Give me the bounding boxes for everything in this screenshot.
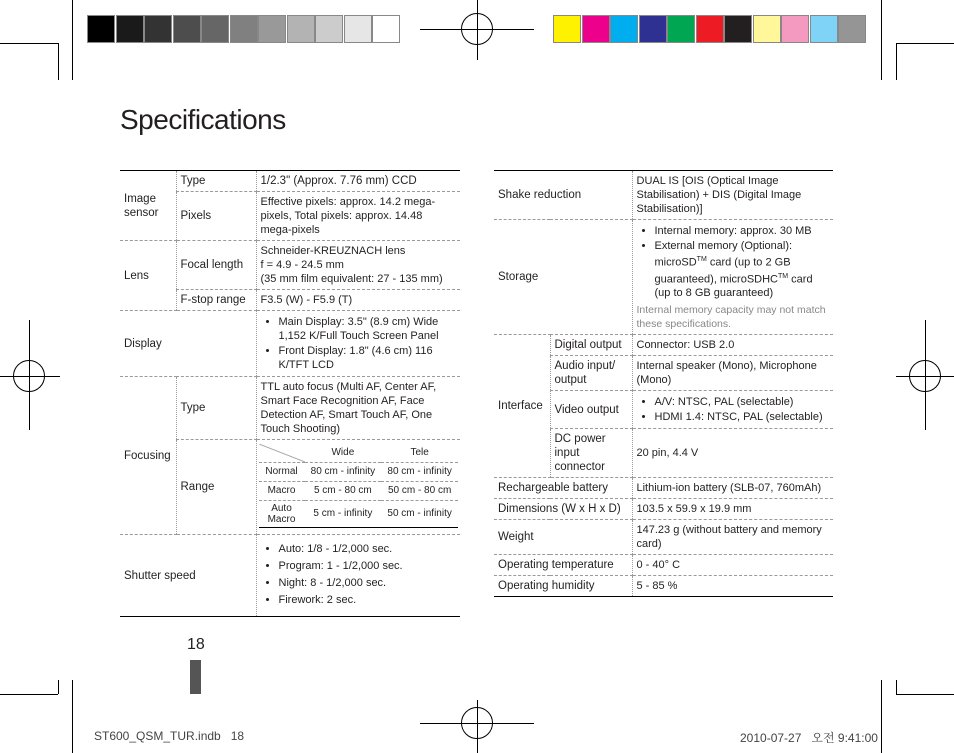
audio-label: Audio input/ output [550,356,632,391]
color-swatch [838,15,866,43]
weight-label: Weight [494,520,632,555]
color-swatch [667,15,695,43]
spec-table-right [494,170,833,597]
shake-value: DUAL IS [OIS (Optical Image Stabilisation) + DIS (Digital Image Stabilisation)] [632,171,833,220]
focal-range: f = 4.9 - 24.5 mm [260,259,344,271]
color-swatch [372,15,400,43]
trademark-mark: TM [778,272,789,280]
external-memory-text: card (up to 8 GB guaranteed) [654,273,813,300]
storage-value [632,220,833,335]
pixels-label: Pixels [176,192,256,241]
digital-output-value: Connector: USB 2.0 [632,335,833,356]
color-swatch [173,15,201,43]
range-row-tele: 50 cm - 80 cm [381,482,458,501]
shutter-program: • Program: 1 - 1/2,000 sec. [279,559,457,573]
internal-memory-item: • Internal memory: approx. 30 MB [655,224,830,238]
external-memory-item [655,239,830,300]
spec-table-left [120,170,460,617]
display-value [256,311,460,377]
color-swatch [315,15,343,43]
av-item: • A/V: NTSC, PAL (selectable) [655,395,830,409]
display-label: Display [120,311,256,377]
focus-type-value: TTL auto focus (Multi AF, Center AF, Smart Face Recognition AF, Face Detection AF, Smart Touch AF, One Touch Shooting) [256,377,460,440]
page-tab-marker [190,660,201,694]
hdmi-item: • HDMI 1.4: NTSC, PAL (selectable) [655,410,830,424]
main-display-item: • Main Display: 3.5" (8.9 cm) Wide 1,152 K/Full Touch Screen Panel [279,315,457,343]
footer-timestamp: 2010-07-27 오전 9:41:00 [740,731,878,745]
range-row-wide: 80 cm - infinity [305,463,382,482]
shutter-firework: • Firework: 2 sec. [279,593,457,607]
shutter-night: • Night: 8 - 1/2,000 sec. [279,576,457,590]
image-sensor-label: Image sensor [120,171,176,241]
video-output-label: Video output [550,391,632,429]
weight-value: 147.23 g (without battery and memory card) [632,520,833,555]
color-swatch [724,15,752,43]
color-swatch [553,15,581,43]
fstop-label: F-stop range [176,290,256,311]
external-memory-text: card (up to 2 GB guaranteed), microSDHC [654,256,791,286]
range-label: Range [176,440,256,535]
range-row-wide: 5 cm - infinity [305,501,382,528]
dimensions-value: 103.5 x 59.9 x 19.9 mm [632,499,833,520]
color-swatch [201,15,229,43]
shutter-value [256,535,460,617]
audio-value: Internal speaker (Mono), Microphone (Mono) [632,356,833,391]
color-swatch [696,15,724,43]
shake-label: Shake reduction [494,171,632,220]
humidity-value: 5 - 85 % [632,576,833,597]
film-equivalent: (35 mm film equivalent: 27 - 135 mm) [260,273,443,285]
color-swatch [144,15,172,43]
color-swatch [87,15,115,43]
video-output-value [632,391,833,429]
range-header-corner [259,444,305,463]
color-swatch [753,15,781,43]
color-swatch [230,15,258,43]
storage-label: Storage [494,220,632,335]
range-row-wide: 5 cm - 80 cm [305,482,382,501]
sensor-type-value: 1/2.3" (Approx. 7.76 mm) CCD [256,171,460,192]
battery-label: Rechargeable battery [494,478,632,499]
range-header-wide: Wide [305,444,382,463]
color-swatch [582,15,610,43]
range-row-tele: 50 cm - infinity [381,501,458,528]
color-swatch [610,15,638,43]
shutter-label: Shutter speed [120,535,256,617]
range-table [259,444,459,528]
footer-file-info: ST600_QSM_TUR.indb 18 [94,729,245,743]
page-number: 18 [187,636,205,653]
lens-name: Schneider-KREUZNACH lens [260,245,406,257]
focus-type-label: Type [176,377,256,440]
color-swatch [639,15,667,43]
storage-note: Internal memory capacity may not match these specifications. [636,304,826,331]
dc-power-label: DC power input connector [550,429,632,478]
range-row-tele: 80 cm - infinity [381,463,458,482]
range-row-label: Auto Macro [259,501,305,528]
interface-label: Interface [494,335,550,478]
range-row-label: Normal [259,463,305,482]
focal-length-label: Focal length [176,241,256,290]
external-memory-text: External memory (Optional): microSD [654,240,793,269]
digital-output-label: Digital output [550,335,632,356]
trademark-mark: TM [696,256,707,263]
battery-value: Lithium-ion battery (SLB-07, 760mAh) [632,478,833,499]
color-swatch [344,15,372,43]
color-swatch [781,15,809,43]
color-swatch [810,15,838,43]
range-cell [256,440,460,535]
sensor-type-label: Type [176,171,256,192]
front-display-item: • Front Display: 1.8" (4.6 cm) 116 K/TFT LCD [279,344,457,372]
color-swatch [116,15,144,43]
focal-length-value [256,241,460,290]
humidity-label: Operating humidity [494,576,632,597]
temperature-label: Operating temperature [494,555,632,576]
dc-power-value: 20 pin, 4.4 V [632,429,833,478]
color-swatch [258,15,286,43]
temperature-value: 0 - 40° C [632,555,833,576]
color-swatch [287,15,315,43]
range-row-label: Macro [259,482,305,501]
focusing-label: Focusing [120,377,176,535]
pixels-value: Effective pixels: approx. 14.2 mega-pixels, Total pixels: approx. 14.48 mega-pixels [256,192,460,241]
range-header-tele: Tele [381,444,458,463]
fstop-value: F3.5 (W) - F5.9 (T) [256,290,460,311]
shutter-auto: • Auto: 1/8 - 1/2,000 sec. [279,542,457,556]
dimensions-label: Dimensions (W x H x D) [494,499,632,520]
lens-label: Lens [120,241,176,311]
page-title: Specifications [120,104,286,135]
